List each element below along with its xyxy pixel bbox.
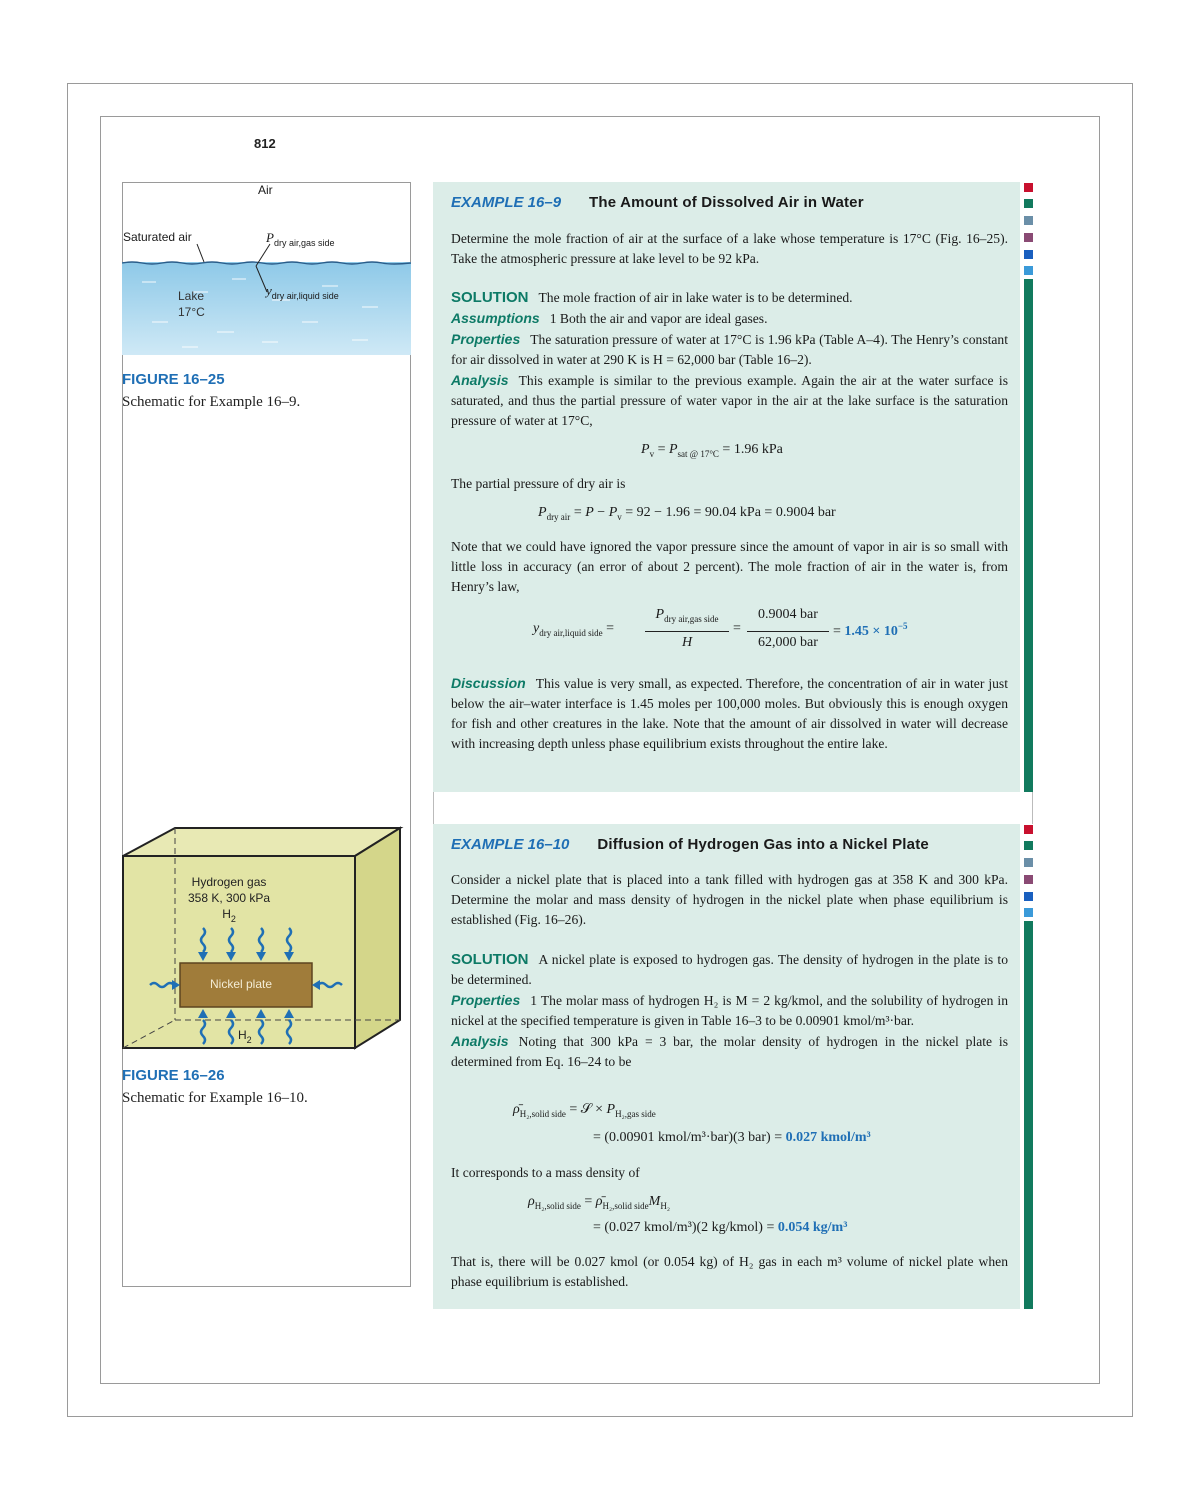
figure-16-25-label: FIGURE 16–25 — [122, 371, 225, 388]
lake-schematic — [122, 182, 411, 357]
example-16-9-box: EXAMPLE 16–9 The Amount of Dissolved Air in Water Determine the mole fraction of air at the surface of a lake whose temperature is 17°C (Fig. 16–25). Take the atmospheric pressure at lake level to be 92 kPa. SOLUTION The mole fraction of air in lake water is to be determined. Assumptions 1 Both the air and vapor are ideal gases. Properties The saturation pressure of water at 17°C is 1.96 kPa (Table A–4). The Henry’s constant for air dissolved in water at 290 K is H = 62,000 bar (Table 16–2). Analysis This example is similar to the previous example. Again the air at the water surface is saturated, and thus the partial pressure of water vapor in the air at the lake surface is the saturation pressure of water at 17°C, $P_v = P_{sat @ 17^\circ C} = 1.96$ kPa The partial pressure of dry air is $P_{dry air} = P - P_v = 92 - 1.96 = 90.04$ kPa = 0.9004 bar Note that we could have ignored the vapor pressure since the amount of vapor in air is so small with little loss in accuracy (an error of about 2 percent). The mole fraction of air in the water is, from Henry’s law, $y_{dry air,liquid side}$ = $P_{dry air,gas side}$ H = 0.9004 bar 62,000 bar = $1.45 \times 10^{-5}$ Discussion This value is very small, as expected. Therefore, the concentration of air in water just below the air–water interface is 1.45 moles per 100,000 moles. But obviously this is enough oxygen for fish and other creatures in the lake. Note that the amount of air dissolved in water will decrease with increasing depth unless phase equilibrium exists throughout the entire lake. — [433, 182, 1020, 792]
example-16-9-solution: SOLUTION The mole fraction of air in lake water is to be determined. Assumptions 1 Both the air and vapor are ideal gases. Properties The saturation pressure of water at 17°C is 1.96 kPa (Table A–4). The Henry’s constant for air dissolved in water at 290 K is H = 62,000 bar (Table 16–2). Analysis This example is similar to the previous example. Again the air at the water surface is saturated, and thus the partial pressure of water vapor in the air at the lake surface is the saturation pressure of water at 17°C, — [451, 289, 1008, 428]
figure-16-26-label: FIGURE 16–26 — [122, 1067, 225, 1084]
page-number: 812 — [254, 136, 276, 151]
equation-p-dry-air: $P_{dry air} = P - P_v = 92 - 1.96 = 90.04$ kPa = 0.9004 bar — [538, 505, 836, 522]
y-dry-air-liquid-label: $y_{dry air,liquid side}$ — [266, 283, 339, 301]
example-16-10-heading — [451, 836, 929, 853]
mass-density-text: It corresponds to a mass density of — [451, 1165, 640, 1180]
hydrogen-gas-label: Hydrogen gas 358 K, 300 kPa $H_2$ — [188, 875, 271, 924]
discussion-text: Discussion This value is very small, as expected. Therefore, the concentration of air in water just below the air–water interface is 1.45 moles per 100,000 moles. But obviously this is enough oxygen for fish and other creatures in the lake. Note that the amount of air dissolved in water will decrease with increasing depth unless phase equilibrium exists throughout the entire lake. — [451, 675, 1008, 751]
figure-16-26-caption: Schematic for Example 16–10. — [122, 1090, 308, 1106]
equation-mass-density-value: = (0.027 kmol/m³)(2 kg/kmol) = 0.054 kg/m³ — [593, 1220, 848, 1235]
example-16-9-heading — [451, 194, 864, 211]
lake-label: Lake — [178, 289, 205, 303]
example-16-10-box — [433, 824, 1020, 1309]
hydrogen-tank-schematic — [118, 824, 408, 1056]
example-number: EXAMPLE 16–10 — [451, 836, 570, 853]
equation-molar-density: $\rhō_{H_2,solid side}$ = 𝒮 × $P_{H_2,gas side}$ — [513, 1102, 656, 1119]
spacer — [433, 792, 1033, 824]
h2-bottom-label: $H_2$ — [238, 1028, 252, 1045]
example-16-9-problem: Determine the mole fraction of air at the surface of a lake whose temperature is 17°C (Fig. 16–25). Take the atmospheric pressure at lake level to be 92 kPa. — [451, 231, 1008, 266]
example-title: Diffusion of Hydrogen Gas into a Nickel Plate — [597, 836, 929, 853]
figure-16-26 — [118, 824, 408, 1056]
saturated-air-label: Saturated air — [123, 230, 192, 244]
air-label: Air — [258, 183, 273, 197]
example-16-10-solution: SOLUTION A nickel plate is exposed to hydrogen gas. The density of hydrogen in the plate is to be determined. Properties 1 The molar mass of hydrogen H₂ is M = 2 kg/kmol, and the solubility of hydrogen in nickel at the specified temperature is given in Table 16–3 to be 0.00901 kmol/m³·bar. Analysis Noting that 300 kPa = 3 bar, the molar density of hydrogen in the nickel plate is determined from Eq. 16–24 to be — [451, 951, 1008, 1069]
figure-16-25-caption: Schematic for Example 16–9. — [122, 394, 301, 410]
dry-air-text: The partial pressure of dry air is — [451, 476, 626, 491]
note-text: Note that we could have ignored the vapor pressure since the amount of vapor in air is so small with little loss in accuracy (an error of about 2 percent). The mole fraction of air in the water is, from Henry’s law, — [451, 539, 1008, 594]
lake-temp-label: 17°C — [178, 305, 205, 319]
p-dry-air-gas-label: $P_{dry air,gas side}$ — [266, 230, 335, 248]
figure-16-25 — [122, 182, 411, 357]
example-16-10-problem: Consider a nickel plate that is placed into a tank filled with hydrogen gas at 358 K and 300 kPa. Determine the molar and mass density of hydrogen in the nickel plate when phase equilibrium is established (Fig. 16–26). — [451, 872, 1008, 927]
nickel-plate-label: Nickel plate — [210, 977, 273, 991]
example-title: The Amount of Dissolved Air in Water — [589, 194, 864, 211]
equation-molar-density-value: = (0.00901 kmol/m³·bar)(3 bar) = 0.027 kmol/m³ — [593, 1130, 871, 1145]
final-text: That is, there will be 0.027 kmol (or 0.054 kg) of H₂ gas in each m³ volume of nickel plate when phase equilibrium is established. — [451, 1254, 1008, 1289]
equation-mass-density: $\rho_{H_2,solid side}$ = $\rhō_{H_2,solid side}M_{H_2}$ — [528, 1194, 670, 1211]
example-number: EXAMPLE 16–9 — [451, 194, 562, 211]
equation-pv: $P_v = P_{sat @ 17^\circ C} = 1.96$ kPa — [641, 442, 783, 459]
